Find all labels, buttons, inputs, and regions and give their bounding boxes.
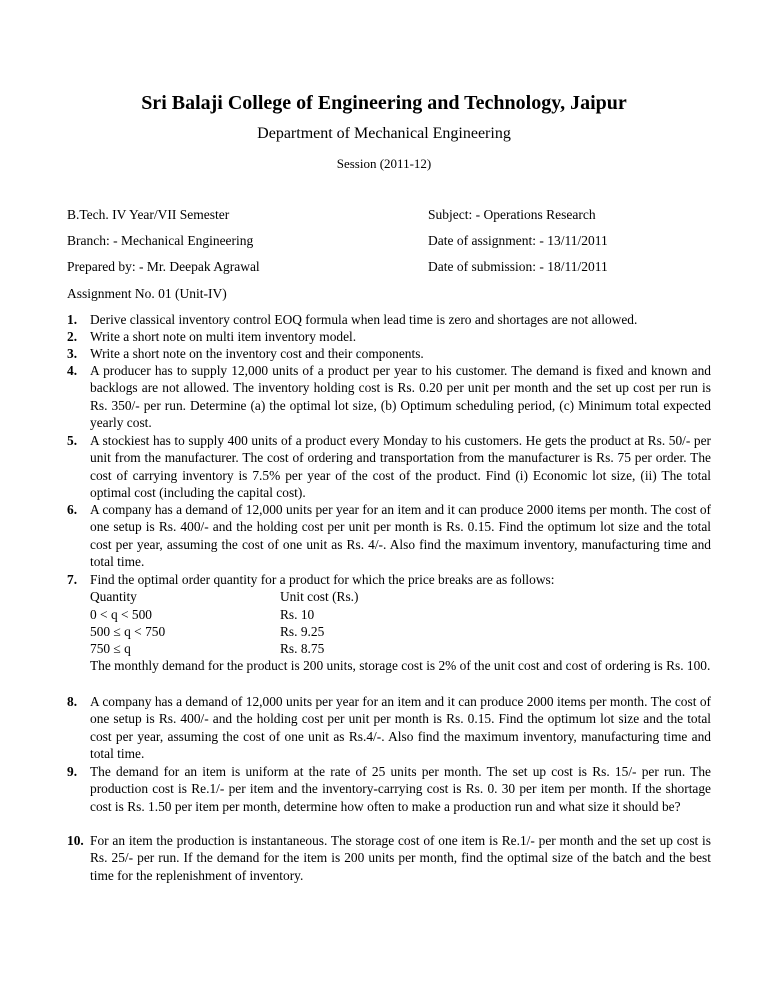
question-text: For an item the production is instantaneous. The storage cost of one item is Re.1/- per month and the set up cost is Rs. 25/- per run. If the demand for the item is 200 units per month, find the optimal size of the batch and the best time for the replenishment of inventory. (90, 833, 711, 883)
question-4 (67, 362, 711, 431)
date-of-submission: Date of submission: - 18/11/2011 (428, 259, 608, 274)
question-1 (67, 311, 711, 328)
question-number: 3. (67, 346, 78, 361)
prepared-by: Prepared by: - Mr. Deepak Agrawal (67, 259, 260, 274)
table-row (90, 623, 711, 640)
assignment-number: Assignment No. 01 (Unit-IV) (67, 286, 227, 301)
question-number: 9. (67, 764, 78, 779)
question-text: A company has a demand of 12,000 units per year for an item and it can produce 2000 items per month. The cost of one setup is Rs. 400/- and the holding cost per unit per month is Rs. 0.15. Find the optimum lot size and the total cost per year, assuming the cost of one unit as Rs.4/-. Also find the maximum inventory, manufacturing time and total time. (90, 694, 711, 761)
question-text: Write a short note on the inventory cost and their components. (90, 346, 424, 361)
question-number: 5. (67, 433, 78, 448)
question-number: 1. (67, 312, 78, 327)
table-cell-quantity: 500 ≤ q < 750 (90, 623, 166, 639)
table-header-unit-cost: Unit cost (Rs.) (280, 589, 359, 605)
table-cell-cost: Rs. 9.25 (280, 623, 325, 639)
date-of-assignment: Date of assignment: - 13/11/2011 (428, 233, 608, 248)
question-number: 10. (67, 833, 84, 848)
table-header-quantity: Quantity (90, 589, 137, 605)
question-6 (67, 501, 711, 570)
question-number: 2. (67, 329, 78, 344)
question-number: 4. (67, 363, 78, 378)
question-9 (67, 763, 711, 815)
question-text: Find the optimal order quantity for a product for which the price breaks are as follows: (90, 572, 555, 587)
question-text-continued: The monthly demand for the product is 200 units, storage cost is 2% of the unit cost and cost of ordering is Rs. 100. (90, 658, 711, 674)
question-text: Write a short note on multi item inventory model. (90, 329, 357, 344)
question-number: 7. (67, 572, 78, 587)
table-cell-cost: Rs. 8.75 (280, 641, 325, 657)
question-text: The demand for an item is uniform at the rate of 25 units per month. The set up cost is Rs. 15/- per run. The production cost is Re.1/- per item and the inventory-carrying cost is Rs. 0. 30 per item per month. If the shortage cost is Rs. 1.50 per item per month, determine how often to make a production run and what size it should be? (90, 764, 711, 814)
question-text: A company has a demand of 12,000 units per year for an item and it can produce 2000 items per month. The cost of one setup is Rs. 400/- and the holding cost per unit per month is Rs. 0.15. Find the optimum lot size and the total cost per year, assuming the cost of one unit as Rs. 4/-. Also find the maximum inventory, manufacturing time and total time. (90, 502, 711, 569)
question-text: Derive classical inventory control EOQ formula when lead time is zero and shortages are not allowed. (90, 312, 638, 327)
question-number: 8. (67, 694, 78, 709)
department-name: Department of Mechanical Engineering (257, 125, 511, 142)
question-text: A stockiest has to supply 400 units of a product every Monday to his customers. He gets the product at Rs. 50/- per unit from the manufacturer. The cost of ordering and transportation from the manufacturer is Rs. 75 per order. The cost of carrying inventory is 7.5% per year of the cost of the product. Find (i) Economic lot size, (ii) The total optimal cost (including the capital cost). (90, 433, 711, 500)
price-break-table (90, 588, 711, 657)
subject: Subject: - Operations Research (428, 207, 596, 222)
question-7 (67, 571, 711, 675)
college-title: Sri Balaji College of Engineering and Technology, Jaipur (141, 92, 627, 114)
table-cell-cost: Rs. 10 (280, 606, 315, 622)
question-text: A producer has to supply 12,000 units of a product per year to his customer. The demand is fixed and known and backlogs are not allowed. The inventory holding cost is Rs. 0.20 per unit per month and the set up cost per run is Rs. 350/- per run. Determine (a) the optimal lot size, (b) Optimum scheduling period, (c) Minimum total expected yearly cost. (90, 363, 711, 430)
question-3 (67, 345, 711, 362)
branch: Branch: - Mechanical Engineering (67, 233, 254, 248)
question-8 (67, 693, 711, 762)
year-semester: B.Tech. IV Year/VII Semester (67, 207, 230, 222)
table-cell-quantity: 0 < q < 500 (90, 606, 152, 622)
question-10 (67, 832, 711, 884)
table-header-row (90, 588, 711, 605)
question-number: 6. (67, 502, 78, 517)
table-cell-quantity: 750 ≤ q (90, 641, 131, 657)
session-label: Session (2011-12) (336, 156, 432, 171)
question-5 (67, 432, 711, 501)
table-row (90, 606, 711, 623)
question-2 (67, 328, 711, 345)
table-row (90, 640, 711, 657)
